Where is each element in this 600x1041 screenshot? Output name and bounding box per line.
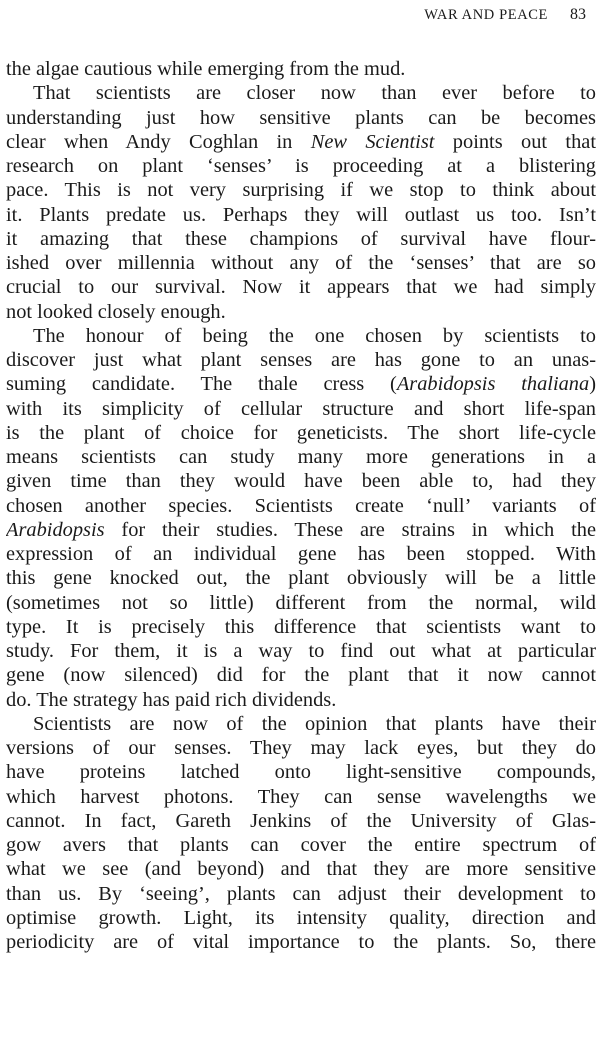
page-number: 83: [570, 6, 586, 23]
text-line: expression of an individual gene has been stopped. With: [6, 543, 596, 565]
text-line: it amazing that these champions of survival have flour-: [6, 227, 596, 250]
text-line: understanding just how sensitive plants can be becomes: [6, 106, 596, 129]
text-line: periodicity are of vital importance to the plants. So, there: [6, 931, 596, 953]
paragraph: [6, 324, 596, 712]
text-line: this gene knocked out, the plant obviously will be a little: [6, 567, 596, 590]
paragraph: [6, 712, 596, 955]
text-line: the algae cautious while emerging from the mud.: [6, 58, 406, 80]
text-line: than us. By ‘seeing’, plants can adjust their development to: [6, 882, 596, 905]
text-fragment: suming candidate. The thale cress (: [6, 373, 397, 396]
text-line: it. Plants predate us. Perhaps they will outlast us too. Isn’t: [6, 203, 596, 226]
italic-species-name: Arabidopsis thaliana: [396, 373, 590, 396]
text-fragment: points out that: [434, 130, 596, 153]
text-line: gene (now silenced) did for the plant that it now cannot: [6, 664, 596, 687]
text-line: pace. This is not very surprising if we stop to think about: [6, 179, 596, 202]
text-line: crucial to our survival. Now it appears that we had simply: [6, 276, 596, 299]
text-line: [6, 372, 596, 396]
paragraph-continuation: [6, 57, 596, 81]
text-line: [6, 130, 596, 154]
text-line: That scientists are closer now than ever before to: [33, 82, 596, 105]
text-line: ished over millennia without any of the ‘senses’ that are so: [6, 252, 596, 274]
text-fragment: clear when Andy Coghlan in: [6, 130, 311, 153]
text-line: (sometimes not so little) different from the normal, wild: [6, 591, 596, 614]
text-line: research on plant ‘senses’ is proceeding at a blistering: [6, 155, 596, 177]
italic-publication: New Scientist: [310, 130, 435, 153]
text-line: optimise growth. Light, its intensity quality, direction and: [6, 906, 596, 929]
text-line: have proteins latched onto light-sensitive compounds,: [6, 761, 596, 784]
text-line: not looked closely enough.: [6, 300, 226, 323]
text-line: chosen another species. Scientists create ‘null’ variants of: [6, 494, 596, 517]
text-fragment: for their studies. These are strains in which the: [104, 518, 596, 541]
text-line: is the plant of choice for geneticists. The short life-cycle: [6, 421, 596, 444]
text-line: given time than they would have been able to, had they: [6, 470, 596, 493]
paragraph: [6, 81, 596, 324]
text-line: with its simplicity of cellular structure and short life-span: [6, 397, 596, 420]
text-line: type. It is precisely this difference that scientists want to: [6, 615, 596, 638]
text-line: discover just what plant senses are has gone to an unas-: [6, 349, 596, 371]
text-line: The honour of being the one chosen by scientists to: [33, 324, 596, 347]
text-line: what we see (and beyond) and that they are more sensitive: [6, 858, 596, 881]
text-line: gow avers that plants can cover the entire spectrum of: [6, 834, 596, 856]
text-line: cannot. In fact, Gareth Jenkins of the University of Glas-: [6, 809, 596, 832]
text-line: [6, 518, 596, 542]
body-text: [6, 57, 596, 954]
chapter-title: WAR AND PEACE: [424, 7, 548, 23]
italic-genus-name: Arabidopsis: [6, 518, 105, 541]
text-line: Scientists are now of the opinion that plants have their: [33, 712, 596, 735]
text-line: do. The strategy has paid rich dividends.: [6, 688, 337, 711]
text-line: versions of our senses. They may lack eyes, but they do: [6, 737, 596, 759]
running-head: [0, 6, 586, 24]
text-line: means scientists can study many more generations in a: [6, 446, 596, 468]
text-line: study. For them, it is a way to find out what at particular: [6, 640, 596, 662]
text-fragment: ): [589, 373, 596, 396]
text-line: which harvest photons. They can sense wavelengths we: [6, 785, 596, 808]
